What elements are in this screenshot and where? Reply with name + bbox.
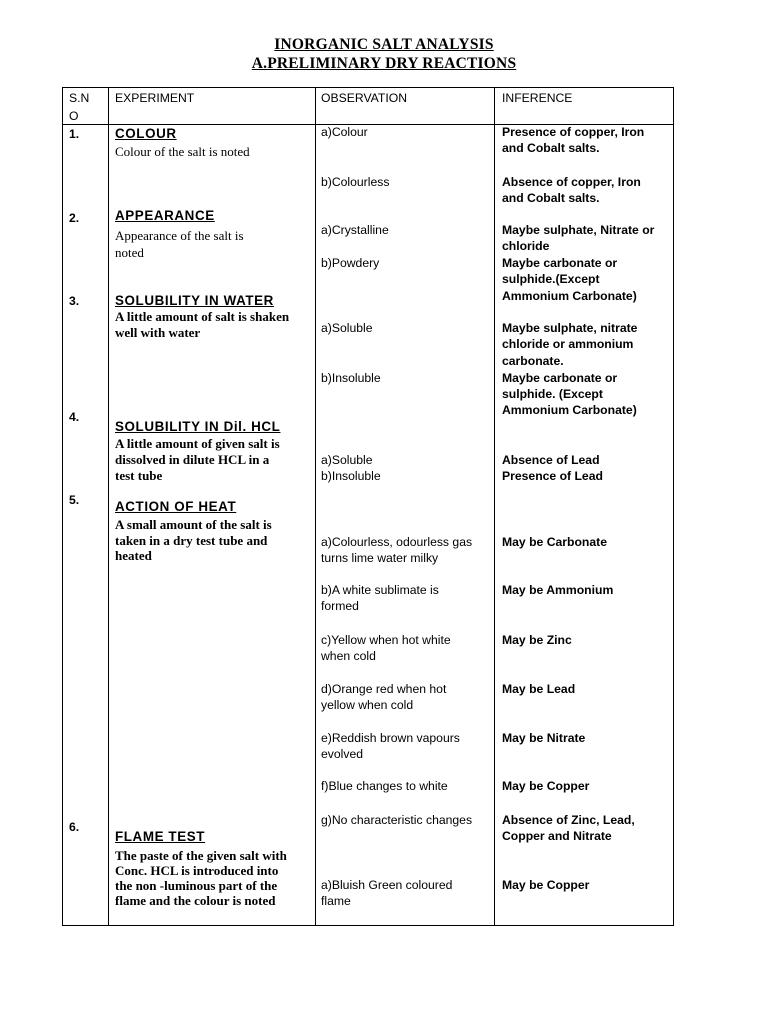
page-title: INORGANIC SALT ANALYSIS [274,36,494,53]
observation-text: a)Colour [321,125,368,139]
experiment-heading: FLAME TEST [115,829,206,844]
inference-text: Copper and Nitrate [502,829,612,843]
experiment-description: The paste of the given salt with [115,848,287,863]
header-sno-continued: O [69,109,79,123]
experiment-heading: ACTION OF HEAT [115,499,237,514]
header-sno: S.N [69,91,90,105]
inference-text: May be Copper [502,779,590,793]
inference-text: Maybe carbonate or [502,256,618,270]
header-inference: INFERENCE [502,91,573,105]
observation-text: a)Bluish Green coloured [321,878,453,892]
inference-text: sulphide. (Except [502,387,603,401]
inference-text: and Cobalt salts. [502,141,600,155]
column-divider-3 [494,87,495,926]
observation-text: evolved [321,747,364,761]
inference-text: Presence of Lead [502,469,603,483]
observation-text: b)A white sublimate is [321,583,439,597]
experiment-description: the non -luminous part of the [115,878,278,893]
inference-text: Ammonium Carbonate) [502,403,637,417]
observation-text: a)Soluble [321,453,373,467]
experiment-description: heated [115,548,152,563]
column-divider-1 [108,87,109,926]
experiment-heading: SOLUBILITY IN WATER [115,293,274,308]
experiment-description: flame and the colour is noted [115,893,276,908]
observation-text: d)Orange red when hot [321,682,447,696]
observation-text: b)Insoluble [321,469,381,483]
experiment-description: Appearance of the salt is [115,228,244,243]
observation-text: c)Yellow when hot white [321,633,451,647]
observation-text: b)Colourless [321,175,390,189]
experiment-heading: APPEARANCE [115,208,215,223]
experiment-description: well with water [115,325,201,340]
experiment-description: Conc. HCL is introduced into [115,863,279,878]
experiment-description: Colour of the salt is noted [115,144,250,159]
inference-text: May be Ammonium [502,583,614,597]
experiment-description: A little amount of given salt is [115,436,280,451]
inference-text: May be Lead [502,682,576,696]
observation-text: a)Crystalline [321,223,389,237]
observation-text: when cold [321,649,376,663]
experiment-description: taken in a dry test tube and [115,533,268,548]
inference-text: Presence of copper, Iron [502,125,645,139]
inference-text: Absence of Lead [502,453,600,467]
experiment-description: A little amount of salt is shaken [115,309,290,324]
experiment-heading: COLOUR [115,126,177,141]
header-observation: OBSERVATION [321,91,408,105]
header-experiment: EXPERIMENT [115,91,195,105]
inference-text: Absence of copper, Iron [502,175,641,189]
inference-text: sulphide.(Except [502,272,600,286]
inference-text: Maybe sulphate, Nitrate or [502,223,655,237]
inference-text: Maybe sulphate, nitrate [502,321,638,335]
inference-text: Absence of Zinc, Lead, [502,813,635,827]
observation-text: a)Soluble [321,321,373,335]
serial-number: 4. [69,410,80,424]
inference-text: May be Carbonate [502,535,607,549]
serial-number: 3. [69,294,80,308]
inference-text: carbonate. [502,354,564,368]
observation-text: yellow when cold [321,698,414,712]
inference-text: May be Nitrate [502,731,586,745]
experiment-description: A small amount of the salt is [115,517,272,532]
observation-text: f)Blue changes to white [321,779,448,793]
inference-text: chloride or ammonium [502,337,634,351]
inference-text: and Cobalt salts. [502,191,600,205]
observation-text: e)Reddish brown vapours [321,731,460,745]
page-subtitle: A.PRELIMINARY DRY REACTIONS [251,55,517,72]
inference-text: May be Zinc [502,633,572,647]
experiment-description: noted [115,245,144,260]
serial-number: 2. [69,211,80,225]
experiment-description: dissolved in dilute HCL in a [115,452,270,467]
experiment-heading: SOLUBILITY IN Dil. HCL [115,419,281,434]
observation-text: turns lime water milky [321,551,439,565]
observation-text: b)Insoluble [321,371,381,385]
observation-text: flame [321,894,351,908]
inference-text: Maybe carbonate or [502,371,618,385]
serial-number: 5. [69,493,80,507]
inference-text: May be Copper [502,878,590,892]
observation-text: g)No characteristic changes [321,813,473,827]
inference-text: chloride [502,239,550,253]
column-divider-2 [315,87,316,926]
experiment-description: test tube [115,468,163,483]
observation-text: a)Colourless, odourless gas [321,535,473,549]
inference-text: Ammonium Carbonate) [502,289,637,303]
serial-number: 1. [69,127,80,141]
observation-text: b)Powdery [321,256,380,270]
observation-text: formed [321,599,359,613]
serial-number: 6. [69,820,80,834]
